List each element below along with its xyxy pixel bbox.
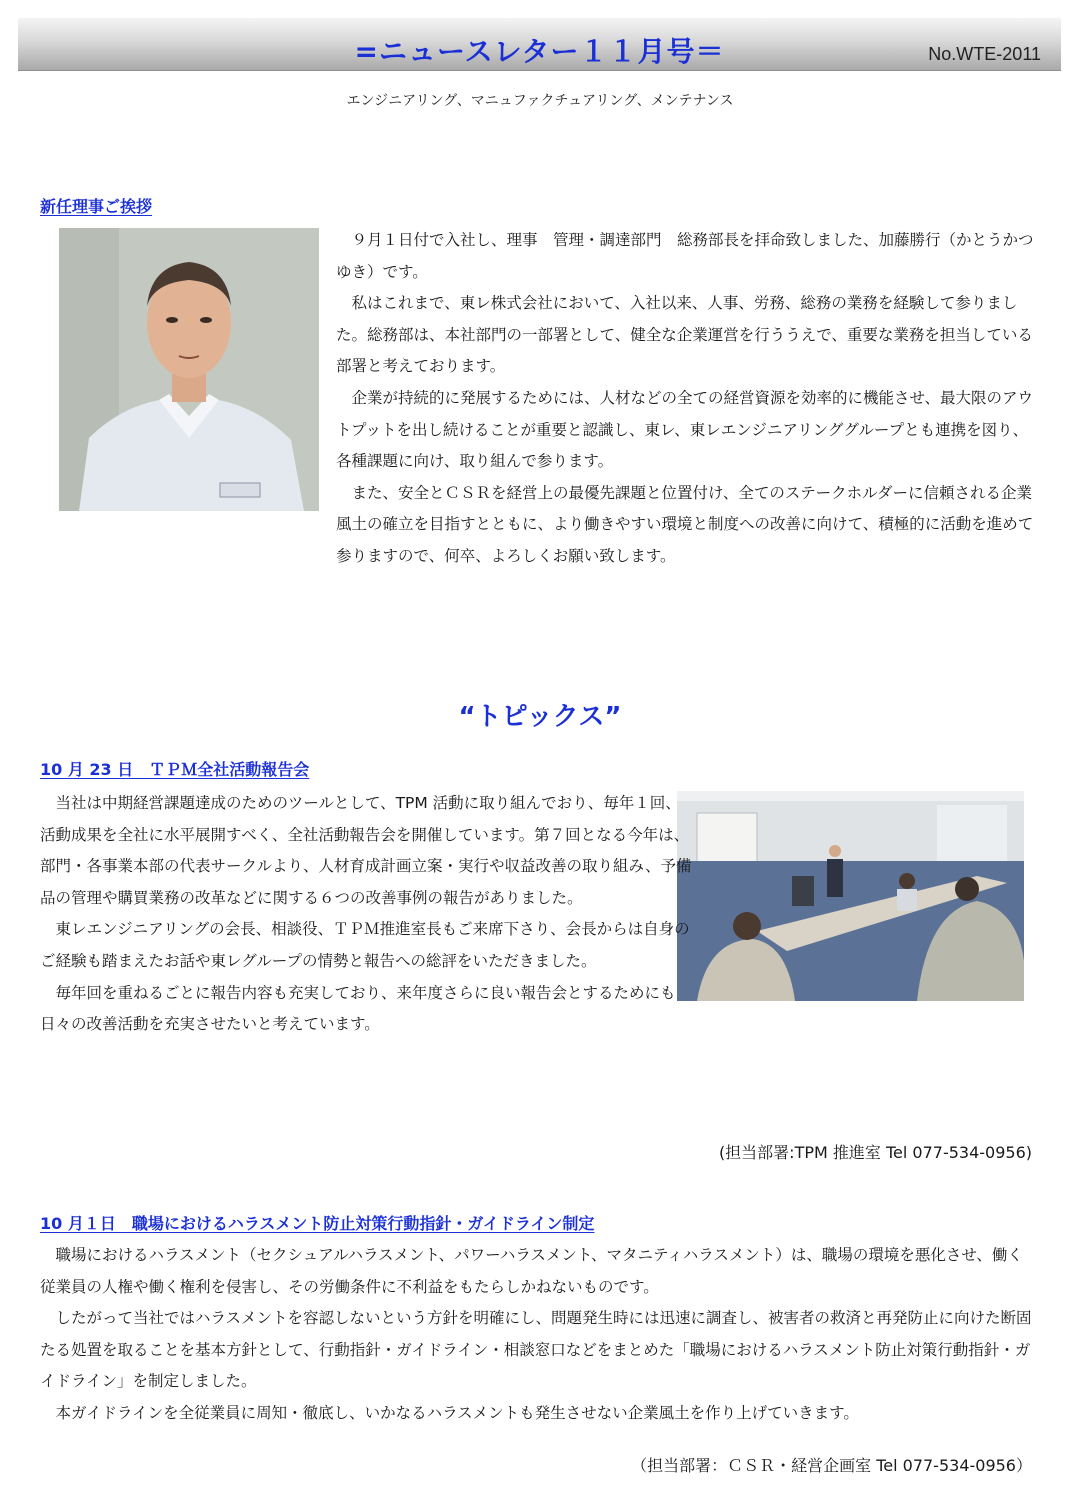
harassment-paragraph: 職場におけるハラスメント（セクシュアルハラスメント、パワーハラスメント、マタニティハラスメント）は、職場の環境を悪化させ、働く従業員の人権や働く権利を侵害し、その労働条件に不利益をもたらしかねないものです。	[40, 1246, 1023, 1296]
newsletter-subtitle: エンジニアリング、マニュファクチュアリング、メンテナンス	[346, 93, 734, 109]
greeting-paragraph: ９月１日付で入社し、理事 管理・調達部門 総務部長を拝命致しました、加藤勝行（かとうかつゆき）です。	[336, 231, 1034, 281]
csr-contact-credit: （担当部署：ＣＳＲ・経営企画室 Tel 077-534-0956）	[631, 1456, 1032, 1475]
tpm-contact-credit: (担当部署:TPM 推進室 Tel 077-534-0956)	[718, 1143, 1032, 1162]
tpm-article-heading: 10 月 23 日 ＴＰＭ全社活動報告会	[40, 760, 310, 779]
meeting-photo-spacer	[700, 788, 1035, 988]
tpm-paragraph: 当社は中期経営課題達成のためのツールとして、TPM 活動に取り組んでおり、毎年１回、活動成果を全社に水平展開すべく、全社活動報告会を開催しています。第７回となる今年は、部門・各事業本部の代表サークルより、人材育成計画立案・実行や収益改善の取り組み、予備品の管理や購買業務の改革などに関する６つの改善事例の報告がありました。	[40, 794, 692, 907]
greeting-paragraph: 私はこれまで、東レ株式会社において、入社以来、人事、労務、総務の業務を経験して参りました。総務部は、本社部門の一部署として、健全な企業運営を行ううえで、重要な業務を担当している部署と考えております。	[336, 294, 1033, 376]
tpm-paragraph: 東レエンジニアリングの会長、相談役、ＴＰＭ推進室長もご来席下さり、会長からは自身のご経験も踏まえたお話や東レグループの情勢と報告への総評をいただきました。	[40, 920, 690, 970]
newsletter-title: =ニュースレター１１月号＝	[354, 35, 725, 68]
greeting-paragraph: また、安全とＣＳＲを経営上の最優先課題と位置付け、全てのステークホルダーに信頼される企業風土の確立を目指すとともに、より働きやすい環境と制度への改善に向けて、積極的に活動を進めて参りますので、何卒、よろしくお願い致します。	[336, 483, 1034, 565]
harassment-paragraph: したがって当社ではハラスメントを容認しないという方針を明確にし、問題発生時には迅速に調査し、被害者の救済と再発防止に向けた断固たる処置を取ることを基本方針として、行動指針・ガイドライン・相談窓口などをまとめた「職場におけるハラスメント防止対策行動指針・ガイドライン」を制定しました。	[40, 1309, 1032, 1391]
greeting-body	[40, 225, 1035, 573]
tpm-paragraph: 毎年回を重ねるごとに報告内容も充実しており、来年度さらに良い報告会とするためにも日々の改善活動を充実させたいと考えています。	[40, 983, 676, 1034]
harassment-article-body	[40, 1240, 1035, 1430]
tpm-article-body	[40, 788, 1035, 1041]
greeting-heading: 新任理事ご挨拶	[40, 197, 153, 216]
harassment-paragraph: 本ガイドラインを全従業員に周知・徹底し、いかなるハラスメントも発生させない企業風土を作り上げていきます。	[55, 1403, 859, 1422]
portrait-spacer	[33, 219, 318, 543]
issue-number: No.WTE-2011	[928, 44, 1041, 64]
greeting-paragraph: 企業が持続的に発展するためには、人材などの全ての経営資源を効率的に機能させ、最大限のアウトプットを出し続けることが重要と認識し、東レ、東レエンジニアリンググループとも連携を図り、各種課題に向け、取り組んで参ります。	[336, 388, 1034, 471]
topics-title: “トピックス”	[458, 702, 622, 732]
header-banner	[18, 18, 1061, 71]
harassment-article-heading: 10 月１日 職場におけるハラスメント防止対策行動指針・ガイドライン制定	[40, 1214, 595, 1233]
